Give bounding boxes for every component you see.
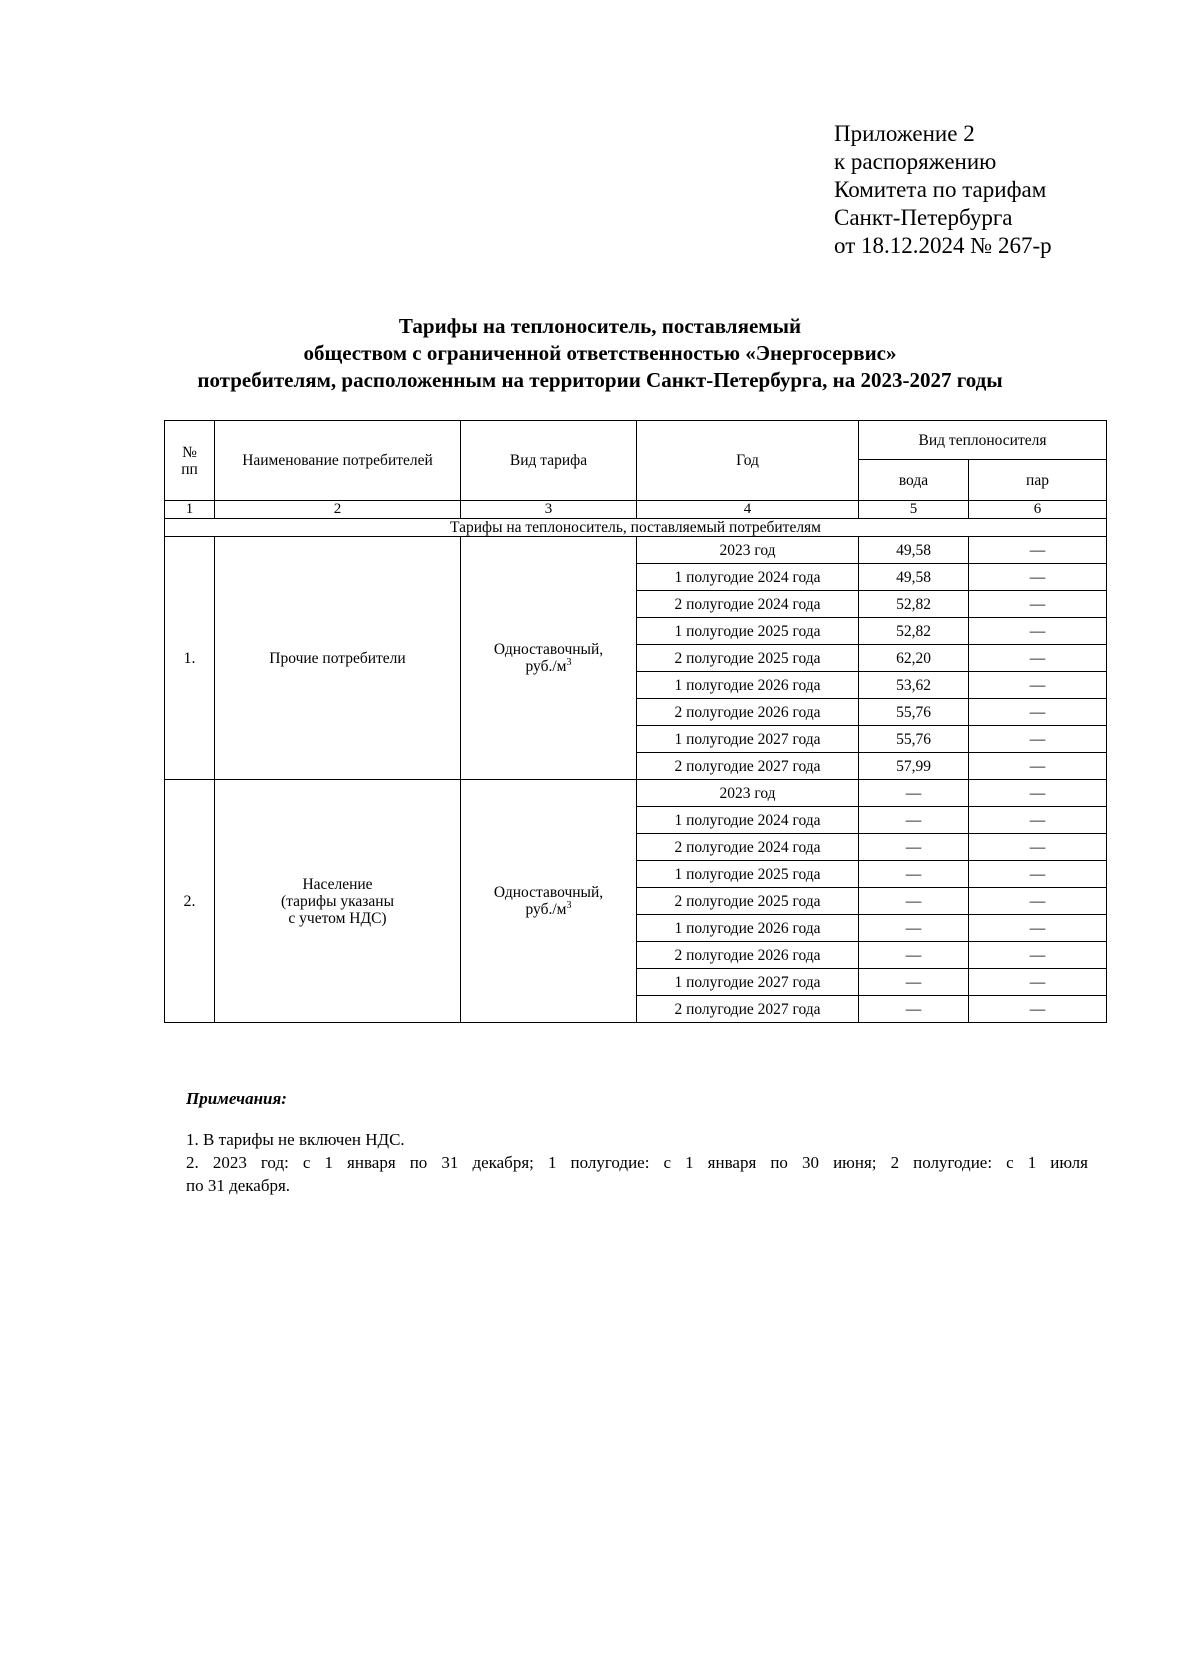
water-value: 53,62 bbox=[859, 672, 969, 699]
period-cell: 2 полугодие 2026 года bbox=[637, 942, 859, 969]
tariff-unit bbox=[464, 901, 633, 918]
tariff-unit-exponent: 3 bbox=[566, 899, 572, 911]
appendix-line: Приложение 2 bbox=[834, 121, 975, 146]
period-cell: 1 полугодие 2025 года bbox=[637, 861, 859, 888]
period-cell: 1 полугодие 2024 года bbox=[637, 564, 859, 591]
notes-block bbox=[186, 1128, 1088, 1197]
period-cell: 2 полугодие 2025 года bbox=[637, 888, 859, 915]
section-title: Тарифы на теплоноситель, поставляемый потребителям bbox=[165, 519, 1107, 537]
title-line: Тарифы на теплоноситель, поставляемый bbox=[398, 314, 802, 338]
water-value: — bbox=[859, 888, 969, 915]
period-cell: 2 полугодие 2027 года bbox=[637, 753, 859, 780]
water-value: 52,82 bbox=[859, 591, 969, 618]
header-year: Год bbox=[637, 421, 859, 501]
section-row bbox=[165, 519, 1107, 537]
column-number: 1 bbox=[165, 501, 215, 519]
steam-value: — bbox=[969, 564, 1107, 591]
header-no-line1: № bbox=[182, 443, 197, 461]
period-cell: 2 полугодие 2026 года bbox=[637, 699, 859, 726]
notes-title: Примечания: bbox=[186, 1089, 287, 1108]
consumer-line: с учетом НДС) bbox=[288, 909, 387, 927]
steam-value: — bbox=[969, 915, 1107, 942]
table-row bbox=[165, 537, 1107, 564]
water-value: 55,76 bbox=[859, 699, 969, 726]
column-number: 5 bbox=[859, 501, 969, 519]
appendix-line: Санкт-Петербурга bbox=[834, 205, 1013, 230]
column-number: 4 bbox=[637, 501, 859, 519]
tariff-table bbox=[164, 420, 1107, 1023]
water-value: 49,58 bbox=[859, 537, 969, 564]
period-cell: 1 полугодие 2024 года bbox=[637, 807, 859, 834]
tariff-unit bbox=[464, 658, 633, 675]
row-number: 2. bbox=[165, 780, 215, 1023]
period-cell: 2 полугодие 2024 года bbox=[637, 591, 859, 618]
tariff-line: Одноставочный, bbox=[493, 641, 604, 658]
table-row bbox=[165, 780, 1107, 807]
period-cell: 1 полугодие 2027 года bbox=[637, 969, 859, 996]
header-consumer: Наименование потребителей bbox=[215, 421, 461, 501]
steam-value: — bbox=[969, 699, 1107, 726]
steam-value: — bbox=[969, 996, 1107, 1023]
steam-value: — bbox=[969, 834, 1107, 861]
water-value: — bbox=[859, 969, 969, 996]
period-cell: 2 полугодие 2025 года bbox=[637, 645, 859, 672]
steam-value: — bbox=[969, 618, 1107, 645]
steam-value: — bbox=[969, 861, 1107, 888]
tariff-type bbox=[461, 537, 637, 780]
consumer-line: Население bbox=[302, 875, 373, 893]
steam-value: — bbox=[969, 672, 1107, 699]
water-value: 49,58 bbox=[859, 564, 969, 591]
tariff-type bbox=[461, 780, 637, 1023]
period-cell: 2 полугодие 2024 года bbox=[637, 834, 859, 861]
water-value: 55,76 bbox=[859, 726, 969, 753]
steam-value: — bbox=[969, 726, 1107, 753]
water-value: — bbox=[859, 834, 969, 861]
header-no bbox=[165, 421, 215, 501]
consumer-name bbox=[215, 780, 461, 1023]
header-steam: пар bbox=[969, 460, 1107, 501]
header-row bbox=[165, 421, 1107, 460]
note-item-continuation: по 31 декабря. bbox=[186, 1176, 291, 1195]
appendix-line: Комитета по тарифам bbox=[834, 177, 1047, 202]
water-value: — bbox=[859, 861, 969, 888]
steam-value: — bbox=[969, 645, 1107, 672]
period-cell: 1 полугодие 2025 года bbox=[637, 618, 859, 645]
steam-value: — bbox=[969, 591, 1107, 618]
water-value: — bbox=[859, 915, 969, 942]
water-value: — bbox=[859, 996, 969, 1023]
header-water: вода bbox=[859, 460, 969, 501]
consumer-name bbox=[215, 537, 461, 780]
appendix-line: к распоряжению bbox=[834, 149, 997, 174]
steam-value: — bbox=[969, 888, 1107, 915]
header-no-line2: пп bbox=[181, 460, 198, 478]
steam-value: — bbox=[969, 537, 1107, 564]
steam-value: — bbox=[969, 753, 1107, 780]
period-cell: 2023 год bbox=[637, 537, 859, 564]
column-number-row bbox=[165, 501, 1107, 519]
period-cell: 1 полугодие 2027 года bbox=[637, 726, 859, 753]
water-value: 57,99 bbox=[859, 753, 969, 780]
column-number: 3 bbox=[461, 501, 637, 519]
column-number: 6 bbox=[969, 501, 1107, 519]
period-cell: 2023 год bbox=[637, 780, 859, 807]
tariff-unit-text: руб./м bbox=[525, 658, 567, 675]
note-item: 1. В тарифы не включен НДС. bbox=[186, 1130, 405, 1149]
tariff-line: Одноставочный, bbox=[493, 884, 604, 901]
period-cell: 2 полугодие 2027 года bbox=[637, 996, 859, 1023]
row-number: 1. bbox=[165, 537, 215, 780]
steam-value: — bbox=[969, 969, 1107, 996]
title-line: обществом с ограниченной ответственностью «Энергосервис» bbox=[303, 341, 897, 365]
steam-value: — bbox=[969, 807, 1107, 834]
period-cell: 1 полугодие 2026 года bbox=[637, 672, 859, 699]
header-tariff-type: Вид тарифа bbox=[461, 421, 637, 501]
appendix-line: от 18.12.2024 № 267-р bbox=[834, 233, 1052, 258]
period-cell: 1 полугодие 2026 года bbox=[637, 915, 859, 942]
water-value: — bbox=[859, 807, 969, 834]
appendix-block bbox=[834, 120, 1052, 260]
steam-value: — bbox=[969, 780, 1107, 807]
column-number: 2 bbox=[215, 501, 461, 519]
document-title bbox=[0, 313, 1200, 394]
title-line: потребителям, расположенным на территории Санкт-Петербурга, на 2023-2027 годы bbox=[197, 368, 1003, 392]
water-value: — bbox=[859, 780, 969, 807]
note-item: 2. 2023 год: с 1 января по 31 декабря; 1 полугодие: с 1 января по 30 июня; 2 полугодие: с 1 июля bbox=[186, 1153, 1088, 1172]
consumer-line: Прочие потребители bbox=[269, 649, 406, 667]
tariff-unit-exponent: 3 bbox=[566, 656, 572, 668]
consumer-line: (тарифы указаны bbox=[280, 892, 395, 910]
steam-value: — bbox=[969, 942, 1107, 969]
tariff-unit-text: руб./м bbox=[525, 901, 567, 918]
water-value: 52,82 bbox=[859, 618, 969, 645]
header-carrier: Вид теплоносителя bbox=[859, 421, 1107, 460]
water-value: 62,20 bbox=[859, 645, 969, 672]
water-value: — bbox=[859, 942, 969, 969]
